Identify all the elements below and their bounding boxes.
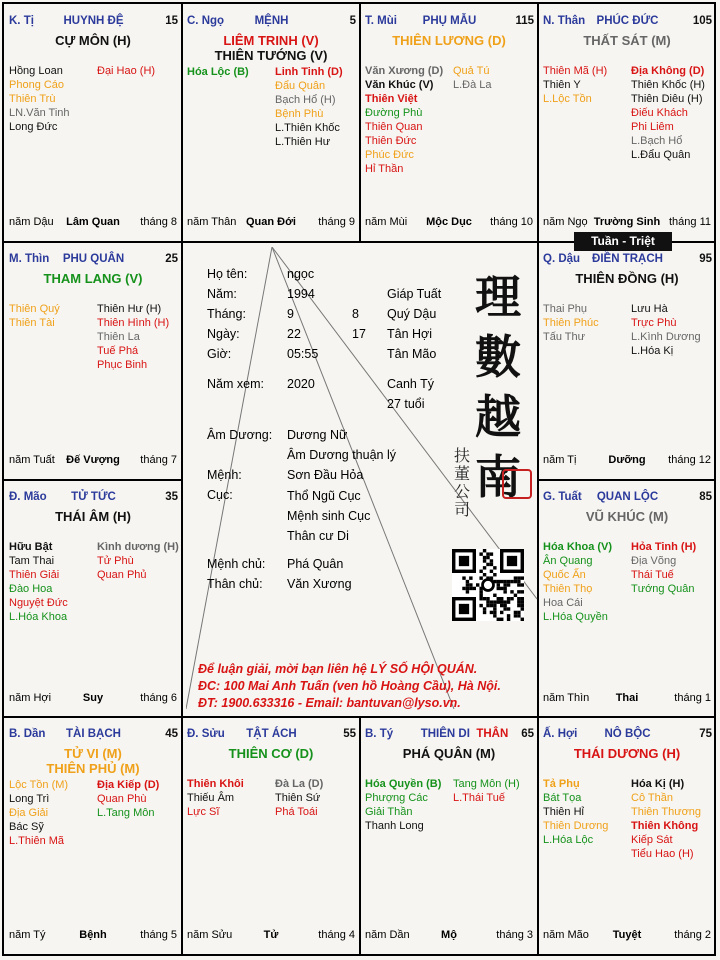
minor-star: Thiên Thọ <box>543 583 593 595</box>
month-label: tháng 7 <box>140 454 177 466</box>
minor-star: L.Đà La <box>453 79 492 91</box>
age-value: 27 tuổi <box>387 397 425 411</box>
minor-star: L.Bạch Hổ <box>631 135 683 147</box>
info-canchi-value: Quý Dậu <box>387 307 437 321</box>
minor-star: Đường Phù <box>365 107 423 119</box>
minor-star: Hóa Kị (H) <box>631 778 685 790</box>
palace-header <box>9 253 178 267</box>
minor-star: Văn Khúc (V) <box>365 79 434 91</box>
palace-number: 85 <box>699 491 712 503</box>
minor-star: Thiên Sứ <box>275 792 321 804</box>
minor-star: Hóa Quyền (B) <box>365 778 442 790</box>
palace-cell-mao-cat[interactable] <box>4 480 182 718</box>
minor-stars-left <box>187 777 244 819</box>
palace-cell-dau-rooster[interactable] <box>538 242 716 480</box>
info-value: 1994 <box>287 287 315 301</box>
palace-footer <box>187 216 355 230</box>
info-canchi-value: Canh Tý <box>387 377 435 391</box>
palace-footer <box>365 929 533 943</box>
minor-star: L.Hóa Kị <box>631 345 674 357</box>
branch-label: N. Thân <box>543 15 586 27</box>
stage-label: Quan Đới <box>246 216 296 228</box>
palace-number: 35 <box>165 491 178 503</box>
minor-stars-right <box>453 777 520 805</box>
minor-star: Phượng Các <box>365 792 428 804</box>
minor-star: Lộc Tồn (M) <box>9 779 69 791</box>
minor-star: Long Trì <box>9 793 50 805</box>
palace-footer <box>365 216 533 230</box>
minor-stars-left <box>365 64 443 176</box>
minor-stars-right <box>97 540 179 582</box>
month-label: tháng 8 <box>140 216 177 228</box>
minor-star: Ân Quang <box>543 555 593 567</box>
month-label: tháng 3 <box>496 929 533 941</box>
minor-stars-left <box>9 64 70 134</box>
minor-star: Long Đức <box>9 121 58 133</box>
minor-star: L.Kình Dương <box>631 331 701 343</box>
palace-cell-dan-tiger[interactable] <box>4 717 182 955</box>
palace-header <box>187 15 356 29</box>
main-star: THIÊN PHỦ (M) <box>46 761 140 776</box>
minor-stars-right <box>631 777 701 861</box>
minor-star: Thai Phụ <box>543 303 588 315</box>
minor-star: L.Hóa Quyền <box>543 611 608 623</box>
minor-star: Thiếu Âm <box>187 792 235 804</box>
info-value: Thổ Ngũ Cục <box>287 489 361 503</box>
palace-number: 25 <box>165 253 178 265</box>
palace-name: TÀI BẠCH <box>66 728 121 740</box>
minor-star: Tả Phụ <box>543 778 580 790</box>
branch-label: K. Tị <box>9 15 34 27</box>
month-label: tháng 5 <box>140 929 177 941</box>
palace-name: ĐIỀN TRẠCH <box>592 253 663 265</box>
red-seal-icon <box>502 469 532 499</box>
minor-star: Thiên Quan <box>365 121 423 133</box>
palace-header <box>9 728 178 742</box>
palace-cell-thin-dragon[interactable] <box>4 242 182 480</box>
contact-info[interactable] <box>198 661 501 712</box>
palace-number: 55 <box>343 728 356 740</box>
minor-star: Thiên Việt <box>365 93 418 105</box>
stage-label: Tử <box>263 929 279 941</box>
minor-stars-left <box>543 64 607 106</box>
minor-star: Thiên Hình (H) <box>97 317 170 329</box>
palace-number: 75 <box>699 728 712 740</box>
minor-star: Bệnh Phù <box>275 108 324 120</box>
minor-stars-left <box>9 778 68 848</box>
palace-name: THIÊN DI THÂN <box>420 728 509 740</box>
minor-stars-left <box>9 302 60 330</box>
year-label: năm Dậu <box>9 216 54 228</box>
stage-label: Bệnh <box>79 929 107 941</box>
minor-stars-right <box>631 302 701 358</box>
stage-label: Mộ <box>441 929 457 941</box>
palace-cell-than-monkey[interactable] <box>538 4 716 242</box>
palace-footer <box>543 692 711 706</box>
minor-star: Điếu Khách <box>631 107 688 119</box>
tuan-triet-badge: Tuần - Triệt <box>574 232 672 251</box>
minor-star: Phi Liêm <box>631 121 674 133</box>
palace-name: HUYNH ĐỆ <box>63 15 124 27</box>
info-label: Âm Dương: <box>207 428 273 442</box>
stage-label: Lâm Quan <box>66 216 120 228</box>
minor-star: Lực Sĩ <box>187 806 220 818</box>
minor-stars-right <box>97 302 169 372</box>
minor-stars-left <box>9 540 68 624</box>
palace-name: NÔ BỘC <box>604 728 651 740</box>
palace-number: 115 <box>515 15 534 27</box>
info-label: Giờ: <box>207 347 232 361</box>
minor-star: Hỏa Tinh (H) <box>631 541 697 553</box>
minor-star: Bát Tọa <box>543 792 582 804</box>
year-label: năm Tuất <box>9 454 55 466</box>
branch-label: C. Ngọ <box>187 15 225 27</box>
minor-star: Thiên Hư (H) <box>97 303 162 315</box>
palace-name: MỆNH <box>254 15 289 27</box>
minor-star: L.Tang Môn <box>97 807 155 819</box>
minor-stars-left <box>543 302 599 344</box>
palace-cell-ngo-horse[interactable] <box>182 4 360 242</box>
palace-number: 5 <box>349 15 356 27</box>
minor-stars-left <box>365 777 441 833</box>
stage-label: Tuyệt <box>612 929 642 941</box>
minor-star: Đại Hao (H) <box>97 65 156 77</box>
seal-text: 扶董公司 <box>453 446 470 519</box>
month-label: tháng 11 <box>668 216 711 228</box>
minor-stars-left <box>543 777 608 847</box>
stage-label: Dưỡng <box>608 454 646 466</box>
minor-star: LN.Văn Tinh <box>9 107 70 119</box>
info-value: 22 <box>287 327 301 341</box>
minor-star: Tấu Thư <box>543 331 586 343</box>
minor-star: Phúc Đức <box>365 149 414 161</box>
minor-star: Đẩu Quân <box>275 80 326 92</box>
main-star: CỰ MÔN (H) <box>55 33 131 48</box>
branch-label: Q. Dậu <box>543 253 581 265</box>
minor-star: Linh Tinh (D) <box>275 66 343 78</box>
minor-star: Phá Toái <box>275 806 318 818</box>
minor-star: Tam Thai <box>9 555 55 567</box>
contact-line: Để luận giải, mời bạn liên hệ LÝ SỐ HỘI QUÁN. <box>198 662 478 676</box>
month-label: tháng 10 <box>490 216 533 228</box>
branch-label: B. Dần <box>9 728 46 740</box>
info-value: ngọc <box>287 267 315 281</box>
minor-star: Tiểu Hao (H) <box>631 848 694 860</box>
minor-star: Thanh Long <box>365 820 424 832</box>
palace-cell-hoi-pig[interactable] <box>538 717 716 955</box>
palace-footer <box>543 929 711 943</box>
palace-name: TẬT ÁCH <box>246 728 297 740</box>
month-label: tháng 4 <box>318 929 355 941</box>
minor-stars-right <box>97 64 155 78</box>
qr-code-icon[interactable] <box>452 549 524 621</box>
minor-star: Thiên Diêu (H) <box>631 93 703 105</box>
palace-header <box>365 728 534 742</box>
main-star: LIÊM TRINH (V) <box>223 33 319 48</box>
minor-star: Hóa Lộc (B) <box>187 66 249 78</box>
minor-star: Thiên Khôi <box>187 778 244 790</box>
palace-header <box>365 15 534 29</box>
info-canchi-value: Tân Mão <box>387 347 437 361</box>
minor-star: Quốc Ấn <box>543 569 586 581</box>
palace-header <box>9 15 178 29</box>
info-label: Mệnh chủ: <box>207 557 266 571</box>
palace-header <box>543 15 712 29</box>
minor-star: Thiên Giải <box>9 569 60 581</box>
palace-cell-ty-snake[interactable] <box>4 4 182 242</box>
year-label: năm Sửu <box>187 929 233 941</box>
year-label: năm Mão <box>543 929 589 941</box>
minor-stars-left <box>187 65 249 79</box>
stage-label: Thai <box>615 692 639 704</box>
palace-name: QUAN LỘC <box>596 491 659 503</box>
main-star: THIÊN LƯƠNG (D) <box>392 33 506 48</box>
palace-name: PHU QUÂN <box>62 253 125 265</box>
palace-footer <box>9 216 177 230</box>
palace-number: 95 <box>699 253 712 265</box>
palace-number: 105 <box>692 15 712 27</box>
info-label: Mệnh: <box>207 468 242 482</box>
minor-star: L.Thiên Mã <box>9 835 65 847</box>
minor-star: Thiên Tài <box>9 317 55 329</box>
month-label: tháng 12 <box>668 454 711 466</box>
minor-star: Văn Xương (D) <box>365 65 444 77</box>
info-value: Mệnh sinh Cục <box>287 509 371 523</box>
minor-stars-right <box>631 540 696 596</box>
info-value: Sơn Đầu Hỏa <box>287 468 364 482</box>
stage-label: Mộc Dục <box>426 216 472 228</box>
minor-star: Kình dương (H) <box>97 541 179 553</box>
minor-star: Đà La (D) <box>275 778 324 790</box>
palace-header <box>543 728 712 742</box>
info-value: Văn Xương <box>287 577 352 591</box>
info-lunar-value: 8 <box>352 307 359 321</box>
year-label: năm Ngọ <box>543 216 588 228</box>
year-label: năm Mùi <box>365 216 408 228</box>
info-label: Ngày: <box>207 327 240 341</box>
info-value: Âm Dương thuận lý <box>287 448 396 462</box>
branch-label: T. Mùi <box>365 15 397 27</box>
palace-footer <box>9 454 177 468</box>
minor-star: L.Thiên Hư <box>275 136 331 148</box>
year-label: năm Tý <box>9 929 46 941</box>
palace-cell-tuat-dog[interactable] <box>538 480 716 718</box>
minor-star: Kiếp Sát <box>631 834 673 846</box>
info-lunar-value: 17 <box>352 327 366 341</box>
main-star: THIÊN ĐỒNG (H) <box>575 271 679 286</box>
palace-cell-ty-rat[interactable] <box>360 717 538 955</box>
minor-star: Thiên Khốc (H) <box>631 79 705 91</box>
branch-label: M. Thìn <box>9 253 50 265</box>
palace-name: PHỤ MẪU <box>422 15 477 27</box>
minor-stars-left <box>543 540 612 624</box>
minor-star: Cô Thần <box>631 792 673 804</box>
minor-star: Tướng Quân <box>631 583 695 595</box>
minor-star: L.Lộc Tồn <box>543 93 592 105</box>
palace-header <box>543 253 712 267</box>
main-star: THẤT SÁT (M) <box>583 33 671 48</box>
palace-footer <box>543 216 711 230</box>
minor-star: Thiên Đức <box>365 135 417 147</box>
palace-name: TỬ TỨC <box>71 491 116 503</box>
minor-star: Thiên Phúc <box>543 317 599 329</box>
info-canchi-value: Giáp Tuất <box>387 287 442 301</box>
minor-stars-right <box>275 777 323 819</box>
branch-label: G. Tuất <box>543 491 582 503</box>
than-label: THÂN <box>476 728 509 740</box>
minor-star: Thái Tuế <box>631 569 674 581</box>
minor-star: Tang Môn (H) <box>453 778 520 790</box>
minor-star: L.Thiên Khốc <box>275 122 340 134</box>
minor-star: Hữu Bật <box>9 541 53 553</box>
minor-star: L.Thái Tuế <box>453 792 505 804</box>
minor-stars-right <box>631 64 705 162</box>
month-label: tháng 6 <box>140 692 177 704</box>
minor-stars-right <box>275 65 343 149</box>
month-label: tháng 9 <box>318 216 355 228</box>
info-label: Tháng: <box>207 307 246 321</box>
year-label: năm Hợi <box>9 692 52 704</box>
minor-star: Phong Cáo <box>9 79 65 91</box>
minor-star: Quan Phù <box>97 793 147 805</box>
minor-star: Hỉ Thần <box>365 163 404 175</box>
palace-footer <box>9 692 177 706</box>
year-label: năm Dần <box>365 929 410 941</box>
info-value: 05:55 <box>287 347 319 361</box>
main-star: PHÁ QUÂN (M) <box>402 746 496 761</box>
palace-name: PHÚC ĐỨC <box>596 15 659 27</box>
info-label: Năm: <box>207 287 237 301</box>
minor-star: Phục Binh <box>97 359 148 371</box>
main-star: THÁI ÂM (H) <box>55 509 131 524</box>
minor-star: Địa Võng <box>631 555 677 567</box>
palace-number: 15 <box>165 15 178 27</box>
info-value: Phá Quân <box>287 557 344 571</box>
minor-star: Thiên Y <box>543 79 581 91</box>
minor-star: Hoa Cái <box>543 597 583 609</box>
minor-star: Quan Phủ <box>97 569 147 581</box>
palace-cell-suu-ox[interactable] <box>182 717 360 955</box>
minor-star: Thiên Trù <box>9 93 56 105</box>
palace-header <box>9 491 178 505</box>
calligraphy: 理數越南 <box>475 270 521 504</box>
minor-stars-right <box>97 778 159 820</box>
minor-star: Địa Giải <box>9 807 49 819</box>
minor-star: Giải Thần <box>365 806 413 818</box>
info-value: Dương Nữ <box>287 428 348 442</box>
info-label: Cục: <box>207 488 233 502</box>
minor-star: Tuế Phá <box>97 345 139 357</box>
main-star: THIÊN TƯỚNG (V) <box>214 48 328 63</box>
month-label: tháng 1 <box>674 692 711 704</box>
minor-star: Thiên La <box>97 331 140 343</box>
main-star: TỬ VI (M) <box>64 746 122 761</box>
minor-star: Hồng Loan <box>9 65 63 77</box>
year-label: năm Thìn <box>543 692 590 704</box>
info-value: 2020 <box>287 377 315 391</box>
stage-label: Trường Sinh <box>593 216 661 228</box>
palace-number: 45 <box>165 728 178 740</box>
stage-label: Suy <box>82 692 104 704</box>
minor-stars-right <box>453 64 492 92</box>
minor-star: Thiên Không <box>631 820 699 832</box>
info-value: Thân cư Di <box>287 529 349 543</box>
palace-header <box>543 491 712 505</box>
info-label: Họ tên: <box>207 267 248 281</box>
palace-footer <box>187 929 355 943</box>
main-star: THÁI DƯƠNG (H) <box>573 746 681 761</box>
contact-line: ĐT: 1900.633316 - Email: bantuvan@lyso.vn. <box>198 696 461 710</box>
minor-star: Bác Sỹ <box>9 821 44 833</box>
contact-line: ĐC: 100 Mai Anh Tuấn (ven hồ Hoàng Cầu), Hà Nội. <box>198 679 501 693</box>
branch-label: Ấ. Hợi <box>543 728 578 740</box>
minor-star: Tử Phù <box>97 555 134 567</box>
minor-star: Hóa Khoa (V) <box>543 541 613 553</box>
minor-star: Thiên Thương <box>631 806 702 818</box>
info-value: 9 <box>287 307 294 321</box>
minor-star: L.Đẩu Quân <box>631 149 691 161</box>
stage-label: Đế Vượng <box>66 454 120 466</box>
palace-footer <box>9 929 177 943</box>
minor-star: Nguyệt Đức <box>9 597 68 609</box>
center-panel <box>186 247 542 720</box>
minor-star: Địa Kiếp (D) <box>97 779 160 791</box>
branch-label: Đ. Mão <box>9 491 47 503</box>
info-canchi-value: Tân Hợi <box>387 327 433 341</box>
minor-star: Bạch Hổ (H) <box>275 94 336 106</box>
minor-star: Lưu Hà <box>631 303 668 315</box>
year-label: năm Tị <box>543 454 577 466</box>
minor-star: Quả Tú <box>453 65 490 77</box>
minor-star: Trực Phù <box>631 317 677 329</box>
branch-label: Đ. Sửu <box>187 728 225 740</box>
minor-star: L.Hóa Khoa <box>9 611 68 623</box>
palace-footer <box>543 454 711 468</box>
year-label: năm Thân <box>187 216 237 228</box>
minor-star: Đào Hoa <box>9 583 53 595</box>
main-star: THAM LANG (V) <box>43 271 143 286</box>
month-label: tháng 2 <box>674 929 711 941</box>
horoscope-chart <box>2 2 716 956</box>
palace-header <box>187 728 356 742</box>
minor-star: Địa Không (D) <box>631 65 705 77</box>
main-star: VŨ KHÚC (M) <box>585 509 669 524</box>
minor-star: Thiên Quý <box>9 303 60 315</box>
minor-star: Thiên Hỉ <box>543 806 584 818</box>
info-label: Thân chủ: <box>207 577 263 591</box>
branch-label: B. Tý <box>365 728 394 740</box>
palace-cell-mui-goat[interactable] <box>360 4 538 242</box>
minor-star: L.Hóa Lộc <box>543 834 594 846</box>
palace-number: 65 <box>521 728 534 740</box>
minor-star: Thiên Dương <box>543 820 609 832</box>
minor-star: Thiên Mã (H) <box>543 65 608 77</box>
main-star: THIÊN CƠ (D) <box>228 746 314 761</box>
info-label: Năm xem: <box>207 377 264 391</box>
